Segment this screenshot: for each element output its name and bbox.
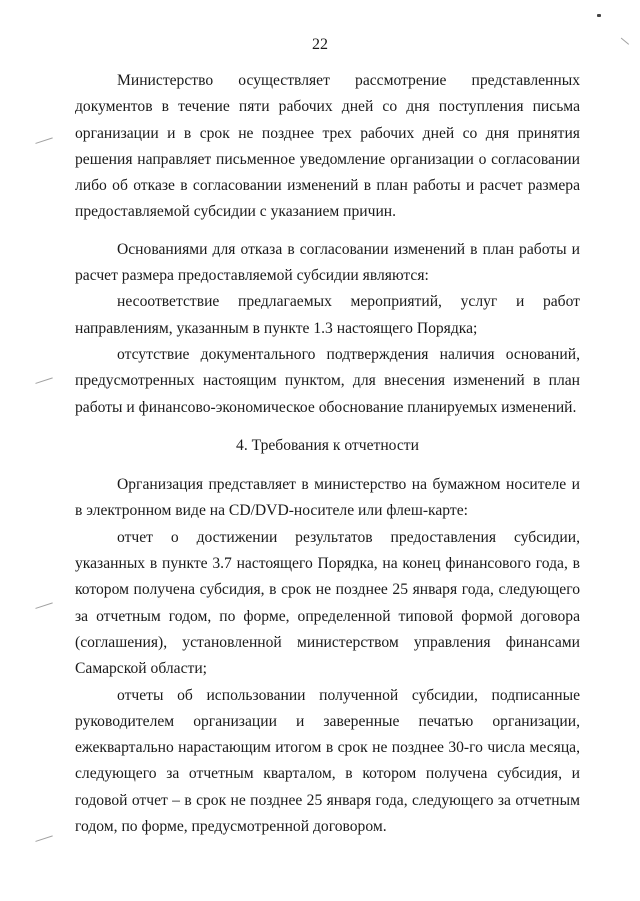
paragraph-gap (75, 226, 580, 237)
document-body (75, 68, 580, 840)
margin-scan-mark (35, 137, 54, 149)
scan-dot-mark (597, 14, 601, 17)
page-number: 22 (312, 36, 328, 53)
paragraph-refusal-no-confirmation: отсутствие документального подтверждения наличия оснований, предусмотренных настоящим пунктом, для внесения изменений в план работы и финансово-экономическое обоснование планируемых изменений. (75, 345, 580, 416)
margin-scan-mark (35, 377, 54, 389)
paragraph-review-terms: Министерство осуществляет рассмотрение представленных документов в течение пяти рабочих дней со дня поступления письма организации и в срок не позднее трех рабочих дней со дня принятия решения направляет письменное уведомление организации о согласовании либо об отказе в согласовании изменений в план работы и расчет размера предоставляемой субсидии с указанием причин. (75, 72, 580, 221)
paragraph-refusal-grounds: Основаниями для отказа в согласовании изменений в план работы и расчет размера предоставляемой субсидии являются: (75, 240, 580, 285)
margin-scan-mark (35, 835, 54, 847)
paragraph-results-report: отчет о достижении результатов предоставления субсидии, указанных в пункте 3.7 настоящего Порядка, на конец финансового года, в котором получена субсидия, в срок не позднее 25 января года, следующего за отчетным годом, по форме, определенной типовой формой договора (соглашения), установленной министерством управления финансами Самарской области; (75, 528, 580, 678)
paragraph-submission: Организация представляет в министерство на бумажном носителе и в электронном виде на CD/DVD-носителе или флеш-карте: (75, 476, 580, 520)
section-heading: 4. Требования к отчетности (236, 436, 419, 454)
paragraph-usage-reports: отчеты об использовании полученной субсидии, подписанные руководителем организации и заверенные печатью организации, ежеквартально нарастающим итогом в срок не позднее 30-го числа месяца, следующего за отчетным кварталом, в котором получена субсидия, и годовой отчет – в срок не позднее 25 января года, следующего за отчетным годом, по форме, предусмотренной договором. (75, 686, 580, 836)
margin-scan-mark (35, 602, 54, 614)
paragraph-refusal-mismatch: несоответствие предлагаемых мероприятий, услуг и работ направлениям, указанным в пункте 1.3 настоящего Порядка; (75, 293, 580, 337)
